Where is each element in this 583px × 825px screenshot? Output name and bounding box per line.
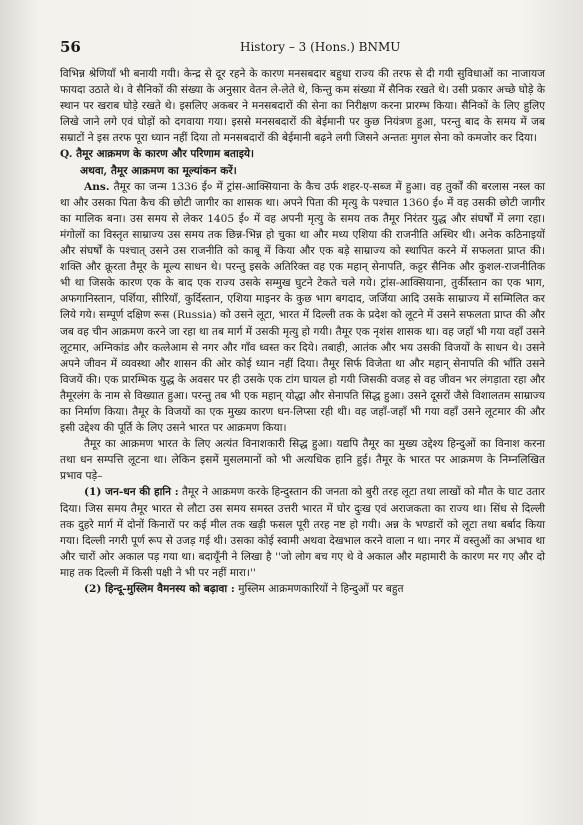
point-2-text: मुस्लिम आक्रमणकारियों ने हिन्दुओं पर बहुत bbox=[238, 583, 404, 595]
page-number: 56 bbox=[60, 38, 81, 56]
alternate-question: अथवा, तैमूर आक्रमण का मूल्यांकन करें। bbox=[80, 164, 237, 177]
point-2-heading: (2) हिन्दू-मुस्लिम वैमनस्य को बढ़ावा : bbox=[84, 583, 235, 595]
answer-label: Ans. bbox=[84, 180, 110, 193]
question-heading: Q. तैमूर आक्रमण के कारण और परिणाम बताइये। bbox=[60, 148, 255, 161]
point-1-heading: (1) जन-धन की हानि : bbox=[84, 486, 179, 499]
page-header bbox=[60, 38, 545, 60]
point-2 bbox=[60, 581, 545, 597]
point-1-text: तैमूर ने आक्रमण करके हिन्दुस्तान की जनता को बुरी तरह लूटा तथा लाखों को मौत के घाट उतार दिया। जिस समय तैमूर भारत से लौटा उस समय समस्त उत्तरी भारत में घोर दुःख एवं अराजकता का राज्य था। सिंध से दिल्ली तक दुहरे मार्ग में दोनों किनारों पर कई मील तक खड़ी फसल पूरी तरह नष्ट हो गयी। अन्न के भण्डारों को लूटा तथा बर्बाद किया गया। दिल्ली नगरी पूर्ण रूप से उजड़ गई थी। उसका कोई स्वामी अथवा देखभाल करने वाला न था। नगर में वस्तुओं का अभाव था और चारों ओर अकाल पड़ गया था। बदायूँनी ने लिखा है ''जो लोग बच गए थे वे अकाल और महामारी के कारण मर गए और दो माह तक दिल्ली में किसी पक्षी ने भी पर नहीं मारा।'' bbox=[60, 486, 545, 579]
answer-paragraph bbox=[60, 179, 545, 437]
paragraph-mansabdari: विभिन्न श्रेणियाँ भी बनायी गयी। केन्द्र से दूर रहने के कारण मनसबदार बहुधा राज्य की तरफ से दी गयी सुविधाओं का नाजायज फायदा उठाते थे। वे सैनिकों की संख्या के अनुसार वेतन ले-लेते थे, किन्तु कम संख्या में सैनिक रखते थे। उसी प्रकार अच्छे घोड़े के स्थान पर खराब घोड़े रखते थे। इसलिए अकबर ने मनसबदारों की सेना का निरीक्षण करना प्रारम्भ किया। सैनिकों के लिए हुलिए लिखे जाने लगे एवं घोड़ों को दगवाया गया। इससे मनसबदारों की बेईमानी पर कुछ नियंत्रण हुआ, परन्तु बाद के समय में जब सम्राटों ने इस तरफ पूरा ध्यान नहीं दिया तो मनसबदारों की बेईमानी बढ़ने लगी जिसने अन्ततः मुगल सेना को कमजोर कर दिया। bbox=[60, 68, 546, 145]
page-body bbox=[60, 66, 545, 597]
paragraph-impact: तैमूर का आक्रमण भारत के लिए अत्यंत विनाशकारी सिद्ध हुआ। यद्यपि तैमूर का मुख्य उद्देश्य हिन्दुओं का विनाश करना तथा धन सम्पत्ति लूटना था। लेकिन इसमें मुसलमानों को भी अत्यधिक हानि हुई। तैमूर के भारत पर आक्रमण के निम्नलिखित प्रभाव पड़े– bbox=[60, 438, 545, 483]
point-1 bbox=[60, 484, 545, 581]
answer-text: तैमूर का जन्म 1336 ई० में ट्रांस-आक्सियाना के कैच उर्फ शहर-ए-सब्ज में हुआ। वह तुर्कों की बरलास नस्ल का था और उसका पिता कैच की छोटी जागीर का शासक था। अपने पिता की मृत्यु के पश्चात 1360 ई० में वह उसकी छोटी जागीर का मालिक बना। उस समय से लेकर 1405 ई० में वह अपनी मृत्यु के समय तक तैमूर निरंतर युद्ध और संघर्षों में लगा रहा। मंगोलों का विस्तृत साम्राज्य उस समय तक छिन्न-भिन्न हो चुका था और मध्य एशिया की राजनीति अस्थिर थी। अनेक कठिनाइयों और संघर्षों के पश्चात् उसने उस राजनीति को काबू में किया और एक बड़े साम्राज्य को स्थापित करने में सफलता प्राप्त की। शक्ति और क्रूरता तैमूर के मूल्य साधन थे। परन्तु इसके अतिरिक्त वह एक महान् सेनापति, कट्टर सैनिक और कुशल-राजनीतिक भी था जिसके कारण एक के बाद एक राज्य उसके सम्मुख घुटने टेकते चले गये। ट्रांस-आक्सियाना, तुर्कीस्तान का एक भाग, अफगानिस्तान, पर्शिया, सीरियाँ, कुर्दिस्तान, एशिया माइनर के कुछ भाग बगदाद, जर्जिया आदि उसके साम्राज्य में सम्मिलित कर लिये गये। सम्पूर्ण दक्षिण रूस (Russia) को उसने लूटा, भारत में दिल्ली तक के प्रदेश को लूटने में उसने सफलता प्राप्त की और जब वह चीन आक्रमण करने जा रहा था तब मार्ग में उसकी मृत्यु हो गयी। तैमूर एक नृशंस शासक था। वह जहाँ भी गया वहाँ उसने लूटमार, अग्निकांड और कत्लेआम से नगर और गाँव ध्वस्त कर दिये। तबाही, आतंक और भय उसकी विजयों के साधन थे। उसने अपने जीवन में व्यवस्था और शासन की ओर कोई ध्यान नहीं दिया। तैमूर सिर्फ विजेता था और महान् सेनापति की भाँति उसने विजयें की। एक प्रारम्भिक युद्ध के अवसर पर ही उसके एक टांग घायल हो गयी जिसकी वजह से वह जीवन भर लंगड़ाता रहा और तैमूरलंग के नाम से विख्यात हुआ। परन्तु तब भी एक महान् योद्धा और सेनापति सिद्ध हुआ। उसने दूसरों जैसे विशालतम साम्राज्य का निर्माण किया। तैमूर के विजयों का एक मुख्य कारण धन-लिप्सा रही थी। वह जहाँ-जहाँ भी गया वहाँ उसने लूटमार की और इसी उद्देश्य की पूर्ति के लिए उसने भारत पर आक्रमण किया। bbox=[60, 180, 545, 435]
running-head: History – 3 (Hons.) BNMU bbox=[240, 40, 401, 54]
